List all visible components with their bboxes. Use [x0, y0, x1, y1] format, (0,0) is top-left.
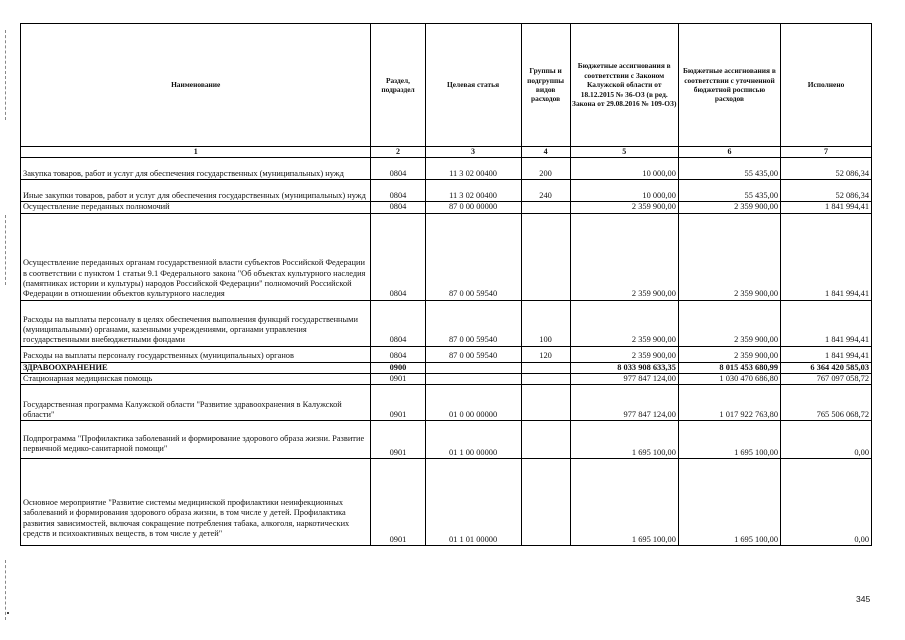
table-row: [21, 158, 872, 180]
header-name: Наименование: [21, 24, 371, 147]
row-razdel: 0804: [371, 202, 425, 213]
row-name: Стационарная медицинская помощь: [21, 373, 371, 384]
table-row-section: [21, 362, 872, 373]
row-ispolneno: 52 086,34: [781, 180, 872, 202]
row-ispolneno: 6 364 420 585,03: [781, 362, 872, 373]
row-gruppa: [521, 213, 570, 300]
row-gruppa: [521, 373, 570, 384]
row-name: Государственная программа Калужской области "Развитие здравоохранения в Калужской области": [21, 385, 371, 421]
table-header-row: [21, 24, 872, 147]
binder-margin-line: [5, 215, 8, 285]
row-budget: 8 033 908 633,35: [570, 362, 678, 373]
column-number: 7: [781, 147, 872, 158]
row-celevaya: 87 0 00 59540: [425, 300, 521, 346]
row-gruppa: 120: [521, 346, 570, 362]
column-number: 6: [678, 147, 780, 158]
row-razdel: 0901: [371, 421, 425, 459]
row-razdel: 0804: [371, 180, 425, 202]
row-razdel: 0901: [371, 385, 425, 421]
row-ispolneno: 0,00: [781, 421, 872, 459]
row-budget: 2 359 900,00: [570, 300, 678, 346]
row-celevaya: 01 1 01 00000: [425, 459, 521, 546]
row-celevaya: 11 3 02 00400: [425, 158, 521, 180]
row-name: ЗДРАВООХРАНЕНИЕ: [21, 362, 371, 373]
row-budget: 10 000,00: [570, 158, 678, 180]
table-row: [21, 421, 872, 459]
scan-speck: [7, 612, 9, 614]
column-number: 5: [570, 147, 678, 158]
row-budget: 2 359 900,00: [570, 213, 678, 300]
row-budget: 1 695 100,00: [570, 421, 678, 459]
row-celevaya: 01 1 00 00000: [425, 421, 521, 459]
row-name: Закупка товаров, работ и услуг для обеспечения государственных (муниципальных) нужд: [21, 158, 371, 180]
row-name: Осуществление переданных полномочий: [21, 202, 371, 213]
row-razdel: 0804: [371, 346, 425, 362]
table-row: [21, 346, 872, 362]
row-budget: 977 847 124,00: [570, 373, 678, 384]
page-number: 345: [856, 594, 871, 604]
row-utochn: 1 030 470 686,80: [678, 373, 780, 384]
row-celevaya: [425, 373, 521, 384]
row-celevaya: 01 0 00 00000: [425, 385, 521, 421]
budget-table: [20, 23, 872, 546]
row-gruppa: [521, 421, 570, 459]
row-razdel: 0804: [371, 158, 425, 180]
table-row: [21, 373, 872, 384]
row-celevaya: 87 0 00 59540: [425, 213, 521, 300]
table-row: [21, 300, 872, 346]
header-ispolneno: Исполнено: [781, 24, 872, 147]
header-razdel: Раздел, подраздел: [371, 24, 425, 147]
row-gruppa: [521, 459, 570, 546]
header-budget: Бюджетные ассигнования в соответствии с Законом Калужской области от 18.12.2015 № 36-ОЗ (в ред. Закона от 29.08.2016 № 109-ОЗ): [570, 24, 678, 147]
row-name: Расходы на выплаты персоналу в целях обеспечения выполнения функций государственными (муниципальными) органами, казенными учреждениями, органами управления государственными внебюджетными фондами: [21, 300, 371, 346]
table-row: [21, 202, 872, 213]
column-number: 1: [21, 147, 371, 158]
row-gruppa: 100: [521, 300, 570, 346]
row-utochn: 2 359 900,00: [678, 346, 780, 362]
row-budget: 977 847 124,00: [570, 385, 678, 421]
header-gruppa: Группы и подгруппы видов расходов: [521, 24, 570, 147]
row-razdel: 0900: [371, 362, 425, 373]
row-razdel: 0901: [371, 373, 425, 384]
row-budget: 2 359 900,00: [570, 346, 678, 362]
row-budget: 2 359 900,00: [570, 202, 678, 213]
row-celevaya: 11 3 02 00400: [425, 180, 521, 202]
row-utochn: 2 359 900,00: [678, 300, 780, 346]
row-name: Подпрограмма "Профилактика заболеваний и формирование здорового образа жизни. Развитие первичной медико-санитарной помощи": [21, 421, 371, 459]
row-budget: 1 695 100,00: [570, 459, 678, 546]
header-utochn: Бюджетные ассигнования в соответствии с уточненной бюджетной росписью расходов: [678, 24, 780, 147]
row-ispolneno: 767 097 058,72: [781, 373, 872, 384]
row-utochn: 8 015 453 680,99: [678, 362, 780, 373]
row-utochn: 1 695 100,00: [678, 421, 780, 459]
row-gruppa: [521, 202, 570, 213]
binder-margin-line: [5, 30, 8, 120]
column-number: 4: [521, 147, 570, 158]
row-gruppa: [521, 362, 570, 373]
row-gruppa: [521, 385, 570, 421]
binder-margin-line: [5, 560, 8, 620]
row-utochn: 2 359 900,00: [678, 202, 780, 213]
row-celevaya: 87 0 00 00000: [425, 202, 521, 213]
table-row: [21, 385, 872, 421]
row-utochn: 1 695 100,00: [678, 459, 780, 546]
column-number: 3: [425, 147, 521, 158]
row-ispolneno: 0,00: [781, 459, 872, 546]
row-ispolneno: 52 086,34: [781, 158, 872, 180]
row-gruppa: 240: [521, 180, 570, 202]
row-ispolneno: 1 841 994,41: [781, 213, 872, 300]
row-ispolneno: 1 841 994,41: [781, 300, 872, 346]
row-razdel: 0804: [371, 213, 425, 300]
row-razdel: 0804: [371, 300, 425, 346]
table-row: [21, 459, 872, 546]
row-ispolneno: 1 841 994,41: [781, 202, 872, 213]
column-number: 2: [371, 147, 425, 158]
table-row: [21, 180, 872, 202]
row-gruppa: 200: [521, 158, 570, 180]
column-numbers-row: [21, 147, 872, 158]
row-utochn: 55 435,00: [678, 180, 780, 202]
row-name: Осуществление переданных органам государственной власти субъектов Российской Федерации в соответствии с пунктом 1 статьи 9.1 Федерального закона "Об объектах культурного наследия (памятниках истории и культуры) народов Российской Федерации" полномочий Российской Федерации в отношении объектов культурного наследия: [21, 213, 371, 300]
row-ispolneno: 1 841 994,41: [781, 346, 872, 362]
row-utochn: 55 435,00: [678, 158, 780, 180]
row-ispolneno: 765 506 068,72: [781, 385, 872, 421]
row-celevaya: 87 0 00 59540: [425, 346, 521, 362]
row-name: Основное мероприятие "Развитие системы медицинской профилактики неинфекционных заболеваний и формирования здорового образа жизни, в том числе у детей. Профилактика развития зависимостей, включая сокращение потребления табака, алкоголя, наркотических средств и психоактивных веществ, в том числе у детей": [21, 459, 371, 546]
row-utochn: 1 017 922 763,80: [678, 385, 780, 421]
row-celevaya: [425, 362, 521, 373]
row-name: Иные закупки товаров, работ и услуг для обеспечения государственных (муниципальных) нужд: [21, 180, 371, 202]
table-row: [21, 213, 872, 300]
header-celevaya: Целевая статья: [425, 24, 521, 147]
row-name: Расходы на выплаты персоналу государственных (муниципальных) органов: [21, 346, 371, 362]
row-razdel: 0901: [371, 459, 425, 546]
row-budget: 10 000,00: [570, 180, 678, 202]
row-utochn: 2 359 900,00: [678, 213, 780, 300]
